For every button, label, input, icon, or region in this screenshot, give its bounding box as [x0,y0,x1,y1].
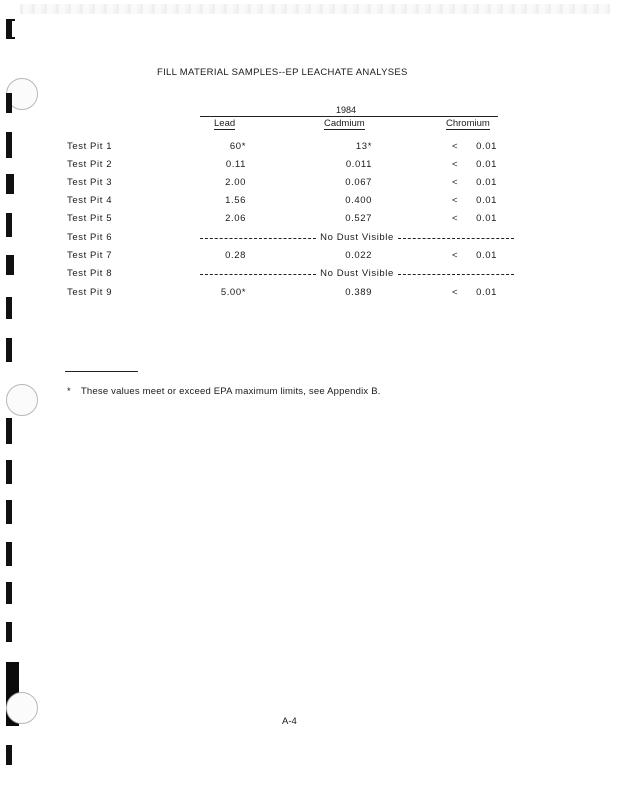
row-label: Test Pit 5 [67,213,113,224]
lead-value: 2.00 [225,177,246,188]
row-label: Test Pit 8 [67,268,113,279]
no-dust-note [200,232,514,243]
scan-noise [20,4,610,14]
binder-mark [6,542,12,566]
binder-mark [6,19,12,39]
chromium-value: 0.01 [476,195,497,206]
footnote-text: These values meet or exceed EPA maximum limits, see Appendix B. [80,386,381,397]
chromium-value: 0.01 [476,213,497,224]
less-than-sign: < [452,287,459,298]
binder-mark [6,37,15,39]
binder-mark [6,460,12,484]
less-than-sign: < [452,250,459,261]
binder-mark [6,622,12,642]
lead-value: 1.56 [225,195,246,206]
column-header-lead: Lead [214,118,236,129]
row-label: Test Pit 6 [67,232,113,243]
footnote-marker: * [67,386,71,397]
less-than-sign: < [452,177,459,188]
row-label: Test Pit 7 [67,250,113,261]
header-rule [200,116,498,117]
row-label: Test Pit 1 [67,141,113,152]
dashed-rule [200,274,316,275]
note-text: No Dust Visible [320,268,394,279]
chromium-value: 0.01 [476,177,497,188]
chromium-value: 0.01 [476,141,497,152]
chromium-value: 0.01 [476,250,497,261]
cadmium-value: 0.400 [345,195,372,206]
dashed-rule [200,238,316,239]
cadmium-value: 0.011 [345,159,372,170]
binder-mark [6,500,12,524]
footnote-rule [65,371,138,372]
table-row [0,177,618,191]
less-than-sign: < [452,213,459,224]
binder-mark [6,418,12,444]
column-header-cadmium: Cadmium [324,118,365,129]
cadmium-value: 0.022 [345,250,372,261]
punch-hole [6,384,38,416]
binder-mark [6,745,12,765]
page-title: FILL MATERIAL SAMPLES--EP LEACHATE ANALYSES [157,67,408,78]
table-row [0,213,618,227]
dashed-rule [398,274,514,275]
lead-value: 60* [229,141,246,152]
table-row [0,141,618,155]
note-text: No Dust Visible [320,232,394,243]
binder-mark [6,93,12,113]
row-label: Test Pit 9 [67,287,113,298]
chromium-value: 0.01 [476,159,497,170]
lead-value: 2.06 [225,213,246,224]
cadmium-value: 0.389 [345,287,372,298]
footnote [67,386,381,397]
dashed-rule [398,238,514,239]
table-row [0,195,618,209]
binder-mark [6,338,12,362]
cadmium-value: 0.067 [345,177,372,188]
row-label: Test Pit 2 [67,159,113,170]
chromium-value: 0.01 [476,287,497,298]
table-row [0,250,618,264]
table-row [0,268,618,282]
less-than-sign: < [452,159,459,170]
lead-value: 0.28 [225,250,246,261]
table-row [0,159,618,173]
cadmium-value: 13* [355,141,372,152]
column-header-chromium: Chromium [446,118,490,129]
less-than-sign: < [452,195,459,206]
lead-value: 0.11 [225,159,246,170]
row-label: Test Pit 4 [67,195,113,206]
row-label: Test Pit 3 [67,177,113,188]
year-header: 1984 [336,105,357,115]
lead-value: 5.00* [220,287,246,298]
table-row [0,232,618,246]
page-number: A-4 [282,716,297,727]
table-row [0,287,618,301]
binder-mark [6,582,12,604]
less-than-sign: < [452,141,459,152]
no-dust-note [200,268,514,279]
cadmium-value: 0.527 [345,213,372,224]
punch-hole [6,692,38,724]
